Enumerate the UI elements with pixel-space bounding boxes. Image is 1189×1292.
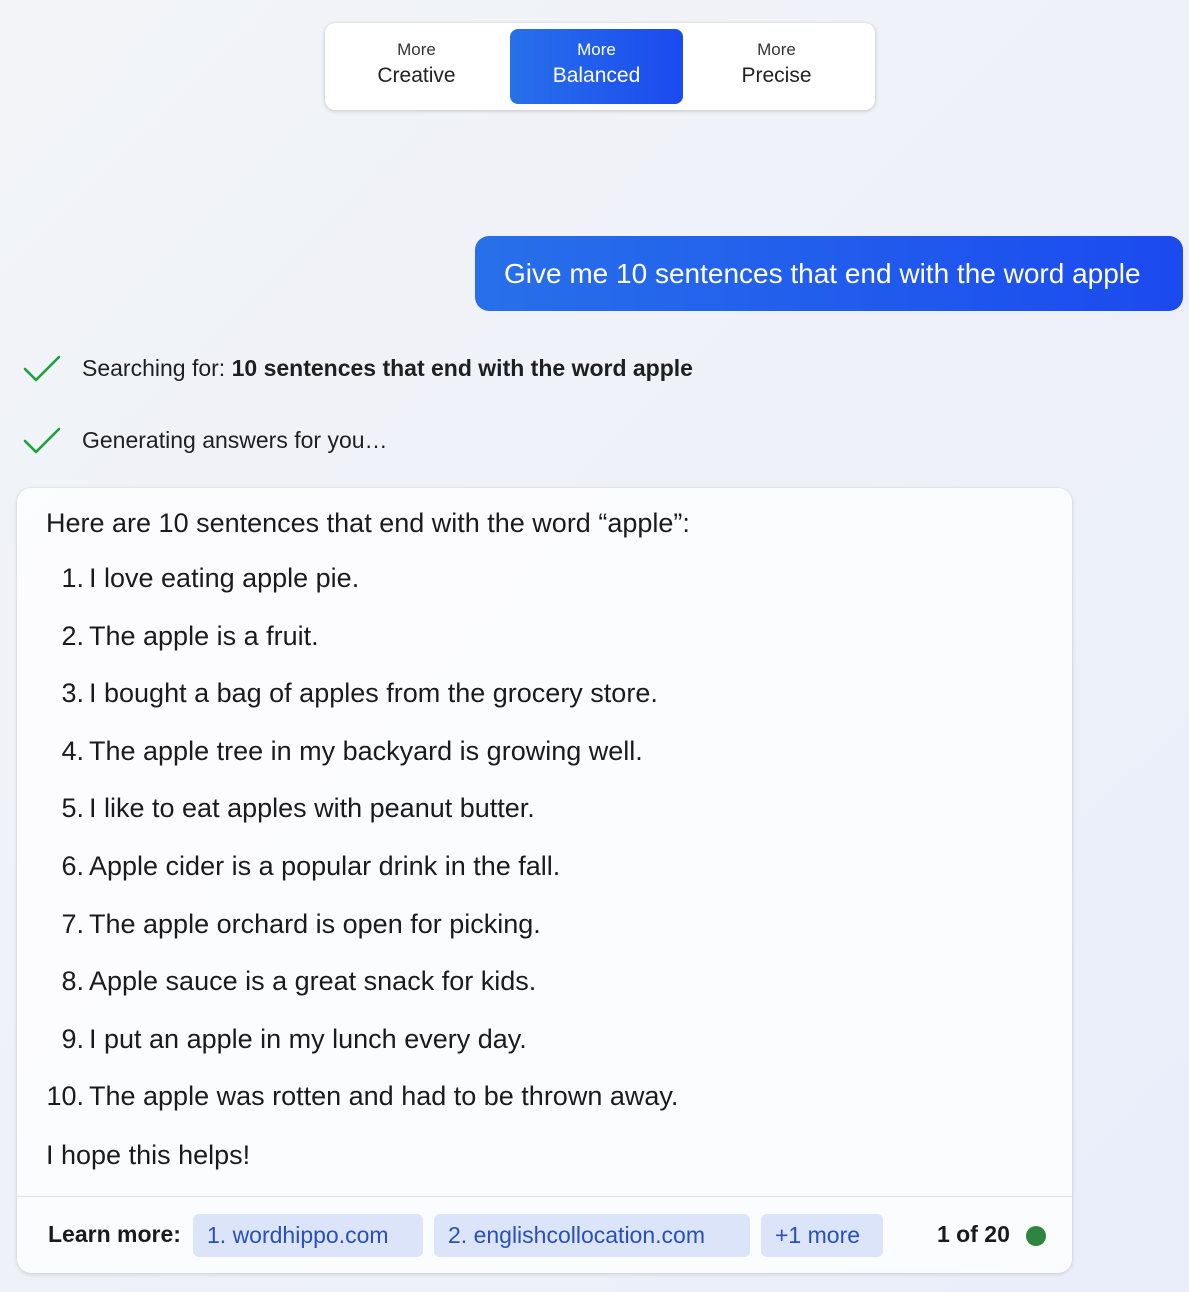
list-item-text: The apple orchard is open for picking. [89, 908, 541, 939]
list-item-number: 3. [61, 678, 84, 709]
list-item-number: 9. [61, 1023, 84, 1054]
answer-card [17, 488, 1072, 1273]
list-item-text: I bought a bag of apples from the grocery store. [89, 678, 658, 709]
list-item-text: Apple cider is a popular drink in the fall. [89, 850, 561, 881]
list-item-number: 2. [61, 620, 84, 651]
source-link-englishcollocation[interactable]: 2. englishcollocation.com [434, 1214, 750, 1257]
list-item-number: 6. [61, 850, 84, 881]
check-icon [22, 353, 62, 383]
more-sources-button[interactable]: +1 more [761, 1214, 883, 1257]
list-item-number: 1. [61, 563, 84, 593]
check-icon [22, 425, 62, 455]
learn-more-label: Learn more: [48, 1221, 181, 1247]
user-message-bubble: Give me 10 sentences that end with the word apple [475, 236, 1183, 311]
list-item-number: 10. [46, 1081, 84, 1112]
answer-outro: I hope this helps! [46, 1140, 251, 1170]
generating-status-text: Generating answers for you… [82, 427, 388, 453]
searching-status-text [82, 355, 693, 382]
list-item-text: I like to eat apples with peanut butter. [89, 793, 535, 824]
tone-precise-button[interactable] [690, 29, 863, 104]
card-divider [17, 1196, 1072, 1197]
tone-precise-prefix: More [757, 40, 796, 59]
tone-creative-prefix: More [397, 40, 436, 59]
tone-balanced-button[interactable] [510, 29, 683, 104]
list-item-number: 8. [61, 966, 84, 997]
source-link-wordhippo[interactable]: 1. wordhippo.com [193, 1214, 423, 1257]
tone-creative-label: Creative [377, 64, 456, 87]
answer-intro: Here are 10 sentences that end with the word “apple”: [46, 508, 690, 538]
list-item-number: 4. [61, 735, 84, 766]
list-item-number: 7. [61, 908, 84, 939]
list-item-text: The apple was rotten and had to be thrown away. [89, 1081, 679, 1112]
tone-balanced-label: Balanced [552, 64, 641, 87]
list-item-text: Apple sauce is a great snack for kids. [89, 966, 537, 997]
tone-precise-label: Precise [741, 64, 812, 87]
list-item-text: I love eating apple pie. [89, 563, 360, 593]
list-item-text: I put an apple in my lunch every day. [89, 1023, 527, 1054]
status-dot [1026, 1226, 1046, 1246]
list-item-text: The apple tree in my backyard is growing well. [89, 735, 643, 766]
list-item-number: 5. [61, 793, 84, 824]
tone-balanced-prefix: More [577, 40, 616, 59]
list-item-text: The apple is a fruit. [89, 620, 319, 651]
turn-counter: 1 of 20 [937, 1221, 1010, 1247]
tone-creative-button[interactable] [330, 29, 503, 104]
conversation-style-selector [325, 23, 875, 110]
searching-prefix: Searching for: [82, 355, 232, 381]
searching-query: 10 sentences that end with the word apple [231, 355, 693, 381]
